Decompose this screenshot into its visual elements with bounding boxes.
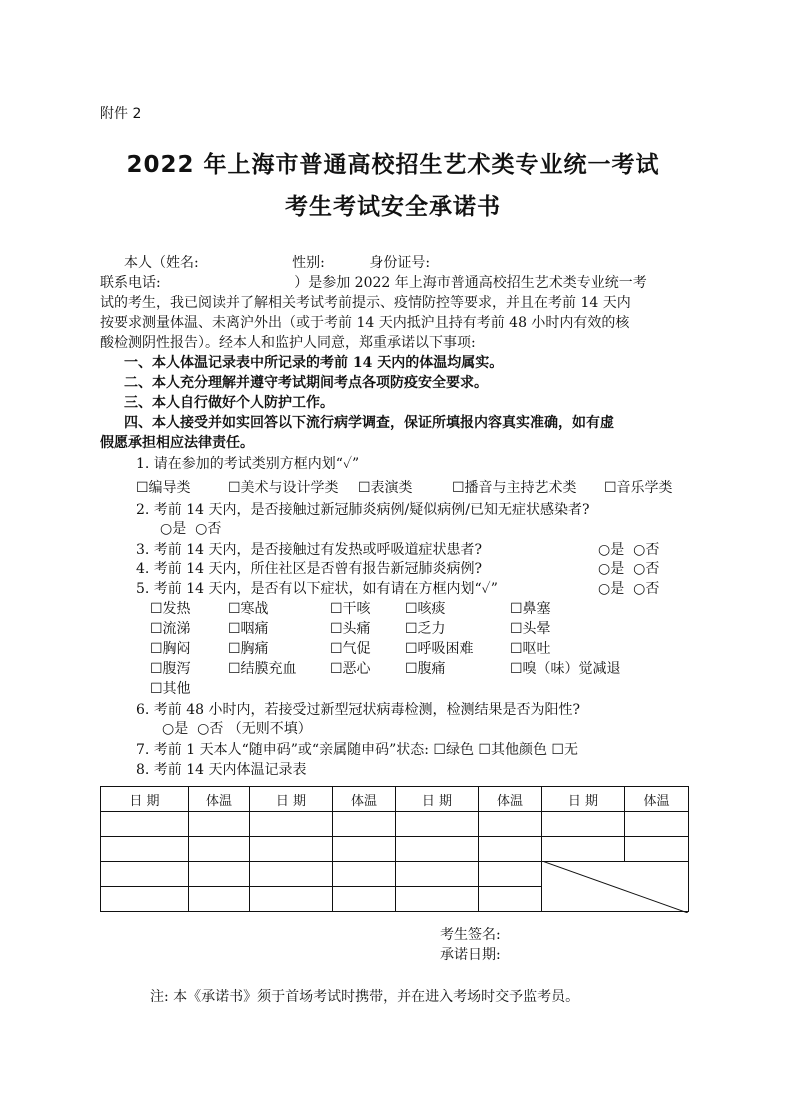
intro-line-3: 试的考生，我已阅读并了解相关考试考前提示、疫情防控等要求，并且在考前 14 天内 [100,295,631,311]
table-cell[interactable] [333,812,396,837]
symptom-checkbox[interactable]: ☐呕吐 [510,641,551,657]
table-cell[interactable] [101,887,189,912]
table-cell[interactable] [333,862,396,887]
symptom-checkbox[interactable]: ☐头痛 [330,621,371,637]
table-header-row [101,787,689,812]
symptom-checkbox[interactable]: ☐嗅（味）觉减退 [510,661,621,677]
symptom-checkbox[interactable]: ☐流涕 [150,621,191,637]
pledge-4-line-2: 假愿承担相应法律责任。 [100,435,254,451]
table-cell[interactable] [479,887,542,912]
pledge-4-line-1: 四、本人接受并如实回答以下流行病学调查，保证所填报内容真实准确，如有虚 [124,415,614,431]
table-cell[interactable] [479,862,542,887]
symptom-checkbox[interactable]: ☐咳痰 [405,601,446,617]
symptom-checkbox[interactable]: ☐咽痛 [228,621,269,637]
question-4-options[interactable]: ○是 ○否 [598,561,660,577]
table-cell[interactable] [250,862,333,887]
symptom-checkbox[interactable]: ☐干咳 [330,601,371,617]
question-2: 2. 考前 14 天内，是否接触过新冠肺炎病例/疑似病例/已知无症状感染者? [136,502,590,518]
category-performance-checkbox[interactable]: ☐表演类 [358,480,413,496]
table-cell[interactable] [625,812,689,837]
question-6-options[interactable]: ○是 ○否 （无则不填） [162,721,312,737]
intro-line-2: 联系电话: ）是参加 2022 年上海市普通高校招生艺术类专业统一考 [100,275,647,291]
table-cell[interactable] [189,887,250,912]
table-cell[interactable] [189,812,250,837]
table-cell[interactable] [625,837,689,862]
table-cell[interactable] [542,837,625,862]
table-cell[interactable] [189,837,250,862]
table-cell[interactable] [333,837,396,862]
pledge-3: 三、本人自行做好个人防护工作。 [124,395,334,411]
symptom-checkbox[interactable]: ☐头晕 [510,621,551,637]
column-header-temperature: 体温 [189,787,250,812]
intro-line-4: 按要求测量体温、未离沪外出（或于考前 14 天内抵沪且持有考前 48 小时内有效的核 [100,315,630,331]
table-cell[interactable] [396,812,479,837]
column-header-date: 日 期 [101,787,189,812]
page-subtitle: 考生考试安全承诺书 [285,194,501,220]
question-3-options[interactable]: ○是 ○否 [598,542,660,558]
table-cell[interactable] [250,887,333,912]
column-header-date: 日 期 [250,787,333,812]
table-cell[interactable] [101,812,189,837]
column-header-temperature: 体温 [333,787,396,812]
table-cell[interactable] [479,812,542,837]
column-header-temperature: 体温 [479,787,542,812]
attachment-label: 附件 2 [100,106,142,122]
symptom-checkbox[interactable]: ☐腹泻 [150,661,191,677]
table-cell[interactable] [101,862,189,887]
symptom-checkbox[interactable]: ☐腹痛 [405,661,446,677]
symptom-checkbox[interactable]: ☐发热 [150,601,191,617]
table-cell[interactable] [250,812,333,837]
question-3: 3. 考前 14 天内，是否接触过有发热或呼吸道症状患者? [136,542,483,558]
question-7: 7. 考前 1 天本人“随申码”或“亲属随申码”状态: ☐绿色 ☐其他颜色 ☐无 [136,742,578,758]
symptom-checkbox[interactable]: ☐乏力 [405,621,446,637]
table-cell[interactable] [189,862,250,887]
question-5: 5. 考前 14 天内，是否有以下症状，如有请在方框内划“✓” [136,581,498,597]
symptom-checkbox[interactable]: ☐胸痛 [228,641,269,657]
table-cell[interactable] [396,887,479,912]
symptom-checkbox[interactable]: ☐恶心 [330,661,371,677]
category-editing-checkbox[interactable]: ☐编导类 [136,480,191,496]
symptom-checkbox[interactable]: ☐寒战 [228,601,269,617]
pledge-1: 一、本人体温记录表中所记录的考前 14 天内的体温均属实。 [124,355,504,371]
date-label: 承诺日期: [440,947,501,963]
footer-note: 注: 本《承诺书》须于首场考试时携带，并在进入考场时交予监考员。 [150,989,580,1005]
table-cell[interactable] [250,837,333,862]
table-row [101,837,689,862]
column-header-date: 日 期 [396,787,479,812]
page-title: 2022 年上海市普通高校招生艺术类专业统一考试 [126,152,660,178]
question-6: 6. 考前 48 小时内，若接受过新型冠状病毒检测，检测结果是否为阳性? [136,702,581,718]
question-8: 8. 考前 14 天内体温记录表 [136,762,307,778]
column-header-date: 日 期 [542,787,625,812]
table-cell[interactable] [101,837,189,862]
diagonal-line [542,861,688,913]
symptom-checkbox[interactable]: ☐其他 [150,681,191,697]
symptom-checkbox[interactable]: ☐呼吸困难 [405,641,474,657]
symptom-checkbox[interactable]: ☐结膜充血 [228,661,297,677]
signature-label: 考生签名: [440,927,501,943]
intro-line-1: 本人（姓名: 性别: 身份证号: [124,255,431,271]
symptom-checkbox[interactable]: ☐气促 [330,641,371,657]
question-4: 4. 考前 14 天内，所住社区是否曾有报告新冠肺炎病例? [136,561,483,577]
question-2-options[interactable]: ○是 ○否 [160,521,222,537]
symptom-checkbox[interactable]: ☐胸闷 [150,641,191,657]
pledge-2: 二、本人充分理解并遵守考试期间考点各项防疫安全要求。 [124,375,488,391]
intro-line-5: 酸检测阴性报告）。经本人和监护人同意，郑重承诺以下事项: [100,335,476,351]
table-cell[interactable] [396,862,479,887]
table-row [101,812,689,837]
category-broadcasting-checkbox[interactable]: ☐播音与主持艺术类 [452,480,577,496]
category-music-checkbox[interactable]: ☐音乐学类 [604,480,673,496]
table-cell[interactable] [479,837,542,862]
symptom-checkbox[interactable]: ☐鼻塞 [510,601,551,617]
column-header-temperature: 体温 [625,787,689,812]
table-cell[interactable] [542,812,625,837]
category-art-design-checkbox[interactable]: ☐美术与设计学类 [228,480,339,496]
table-cell[interactable] [333,887,396,912]
question-5-options[interactable]: ○是 ○否 [598,581,660,597]
question-1: 1. 请在参加的考试类别方框内划“✓” [136,456,360,472]
table-cell[interactable] [396,837,479,862]
